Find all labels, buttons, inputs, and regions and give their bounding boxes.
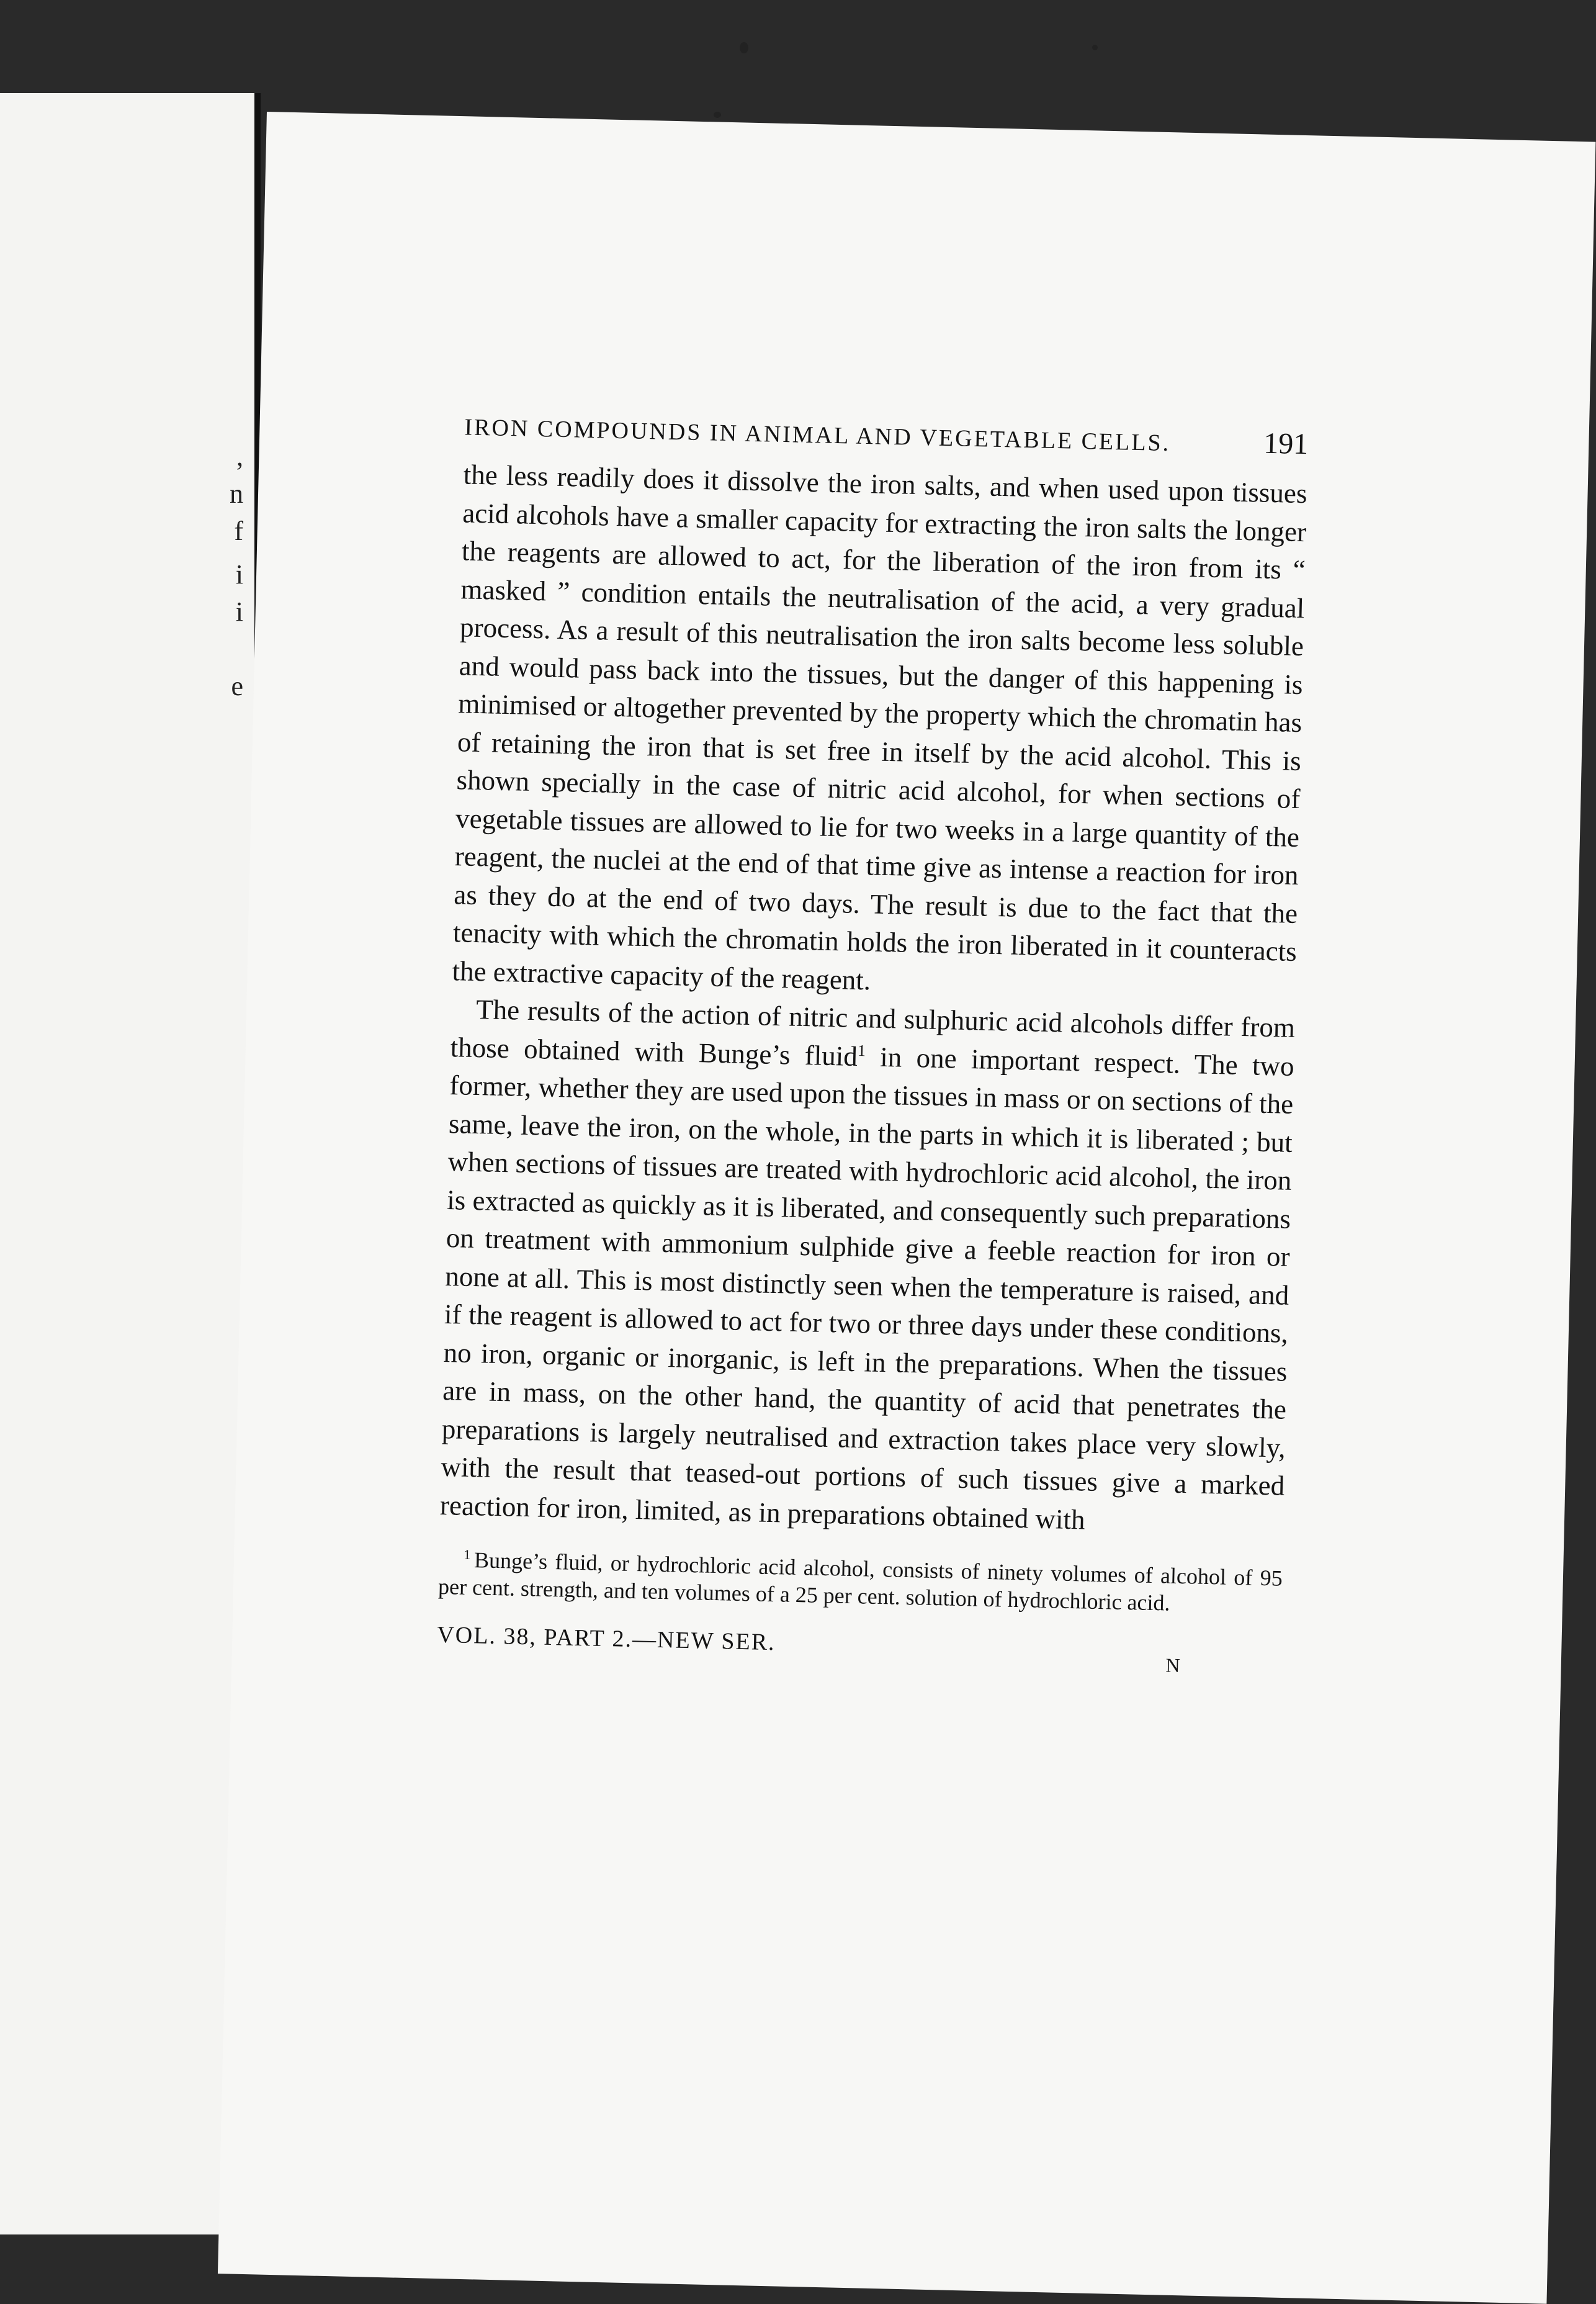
facing-page-fragment: i <box>235 559 243 590</box>
facing-page-fragment: i <box>235 596 243 627</box>
signature-mark: N <box>1165 1654 1181 1677</box>
book-page <box>218 112 1595 2304</box>
facing-page-fragment: f <box>234 516 243 546</box>
footnote <box>438 1541 1283 1619</box>
body-text <box>439 456 1307 1543</box>
footnote-reference: 1 <box>857 1041 866 1060</box>
scan-speck <box>1092 45 1098 50</box>
scan-speck <box>740 42 748 53</box>
page-number: 191 <box>1263 426 1309 461</box>
scan-speck <box>714 112 721 118</box>
facing-page-fragment: , <box>236 441 243 472</box>
signature-line <box>436 1621 1281 1680</box>
paragraph <box>439 990 1295 1544</box>
paragraph-text: The results of the action of nitric and sulphuric acid alcohols differ from those obtained with Bunge’s fluid <box>450 994 1296 1072</box>
footnote-mark: 1 <box>464 1546 471 1563</box>
running-head-title: IRON COMPOUNDS IN ANIMAL AND VEGETABLE CELLS. <box>464 414 1171 457</box>
volume-line: VOL. 38, PART 2.—NEW SER. <box>436 1621 776 1656</box>
page-content <box>436 408 1308 1679</box>
facing-page-edge <box>0 93 261 2234</box>
running-head <box>464 408 1309 461</box>
footnote-text: Bunge’s fluid, or hydrochloric acid alcohol, consists of ninety volumes of alcohol of 95 per cent. strength, and ten volumes of a 25 per cent. solution of hydrochloric acid. <box>437 1547 1283 1616</box>
facing-page-fragment: n <box>230 479 243 509</box>
facing-page-fragment: e <box>231 671 243 701</box>
paragraph-text: in one important respect. The two former, whether they are used upon the tissues in mass or on sections of the same, leave the iron, on the whole, in the parts in which it is liberated ; but when sections of tissues are treated with hydrochloric acid alcohol, the iron is extracted as quickly as it is liberated, and consequently such preparations on treatment with ammonium sulphide give a feeble reaction for iron or none at all. This is most distinctly seen when the temperature is raised, and if the reagent is allowed to act for two or three days under these conditions, no iron, organic or inorganic, is left in the preparations. When the tissues are in mass, on the other hand, the quantity of acid that penetrates the preparations is largely neutralised and extraction takes place very slowly, with the result that teased-out portions of such tissues give a marked reaction for iron, limited, as in preparations obtained with <box>439 1040 1295 1535</box>
paragraph: the less readily does it dissolve the iron salts, and when used upon tissues acid alcohols have a smaller capacity for extracting the iron salts the longer the reagents are allowed to act, for the liberation of the iron from its “ masked ” condition entails the neutralisation of the acid, a very gradual process. As a result of this neutralisation the iron salts become less soluble and would pass back into the tissues, but the danger of this happening is minimised or altogether prevented by the property which the chromatin has of retaining the iron that is set free in itself by the acid alcohol. This is shown specially in the case of nitric acid alcohol, for when sections of vegetable tissues are allowed to lie for two weeks in a large quantity of the reagent, the nuclei at the end of that time give as intense a reaction for iron as they do at the end of two days. The result is due to the fact that the tenacity with which the chromatin holds the iron liberated in it counteracts the extractive capacity of the reagent. <box>452 459 1308 996</box>
